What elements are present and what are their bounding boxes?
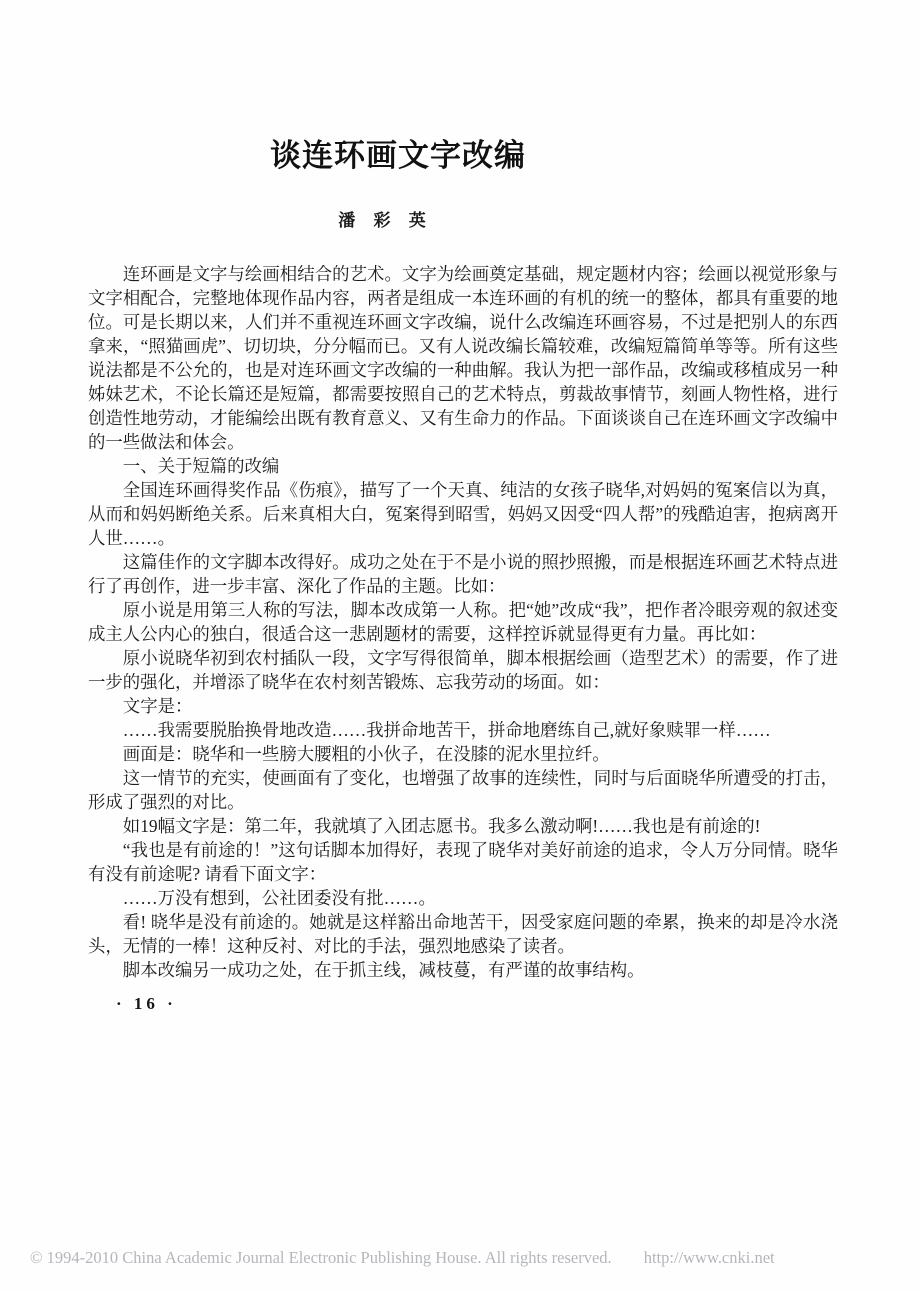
page-number: · 16 ·	[116, 994, 177, 1013]
paragraph-text-quote: ……我需要脱胎换骨地改造……我拼命地苦干，拼命地磨练自己,就好象赎罪一样……	[122, 720, 771, 740]
article-title: 谈连环画文字改编	[270, 138, 526, 173]
paragraph-first-person: 原小说是用第三人称的写法，脚本改成第一人称。把“她”改成“我”，把作者冷眼旁观的叙述变成主人公内心的独白，很适合这一悲剧题材的需要，这样控诉就显得更有力量。再比如：	[88, 600, 838, 644]
paragraph-script-good: 这篇佳作的文字脚本改得好。成功之处在于不是小说的照抄照搬，而是根据连环画艺术特点进行了再创作，进一步丰富、深化了作品的主题。比如：	[88, 552, 838, 596]
paragraph-structure: 脚本改编另一成功之处，在于抓主线，减枝蔓，有严谨的故事结构。	[122, 960, 645, 980]
paragraph-picture-quote: 画面是：晓华和一些膀大腰粗的小伙子，在没膝的泥水里拉纤。	[122, 744, 610, 764]
article-author: 潘 彩 英	[338, 211, 433, 230]
copyright-text: © 1994-2010 China Academic Journal Electronic Publishing House. All rights reserved.	[30, 1248, 612, 1267]
article-content	[88, 0, 838, 1014]
paragraph-rejected-quote: ……万没有想到，公社团委没有批……。	[122, 888, 436, 908]
paragraph-plot-enrich: 这一情节的充实，使画面有了变化，也增强了故事的连续性，同时与后面晓华所遭受的打击，形成了强烈的对比。	[88, 768, 838, 812]
article-body	[88, 262, 838, 982]
section-heading: 一、关于短篇的改编	[122, 456, 280, 476]
paragraph-frame19: 如19幅文字是：第二年，我就填了入团志愿书。我多么激动啊!……我也是有前途的!	[122, 816, 761, 836]
paragraph-intro: 连环画是文字与绘画相结合的艺术。文字为绘画奠定基础，规定题材内容；绘画以视觉形象与文字相配合，完整地体现作品内容，两者是组成一本连环画的有机的统一的整体，都具有重要的地位。可是长期以来，人们并不重视连环画文字改编，说什么改编连环画容易，不过是把别人的东西拿来，“照猫画虎”、切切块，分分幅而已。又有人说改编长篇较难，改编短篇简单等等。所有这些说法都是不公允的，也是对连环画文字改编的一种曲解。我认为把一部作品，改编或移植成另一种姊妹艺术，不论长篇还是短篇，都需要按照自己的艺术特点，剪裁故事情节，刻画人物性格，进行创造性地劳动，才能编绘出既有教育意义、又有生命力的作品。下面谈谈自己在连环画文字改编中的一些做法和体会。	[88, 264, 838, 452]
paragraph-future-hope: “我也是有前途的！”这句话脚本加得好，表现了晓华对美好前途的追求，令人万分同情。晓华有没有前途呢? 请看下面文字：	[88, 840, 838, 884]
cnki-url: http://www.cnki.net	[643, 1248, 775, 1267]
paragraph-contrast: 看! 晓华是没有前途的。她就是这样豁出命地苦干，因受家庭问题的牵累，换来的却是冷水浇头，无情的一棒！这种反衬、对比的手法，强烈地感染了读者。	[88, 912, 838, 956]
watermark-footer	[30, 1248, 900, 1268]
title-row	[88, 138, 838, 174]
paragraph-text-label: 文字是：	[122, 696, 193, 716]
paragraph-shanghen: 全国连环画得奖作品《伤痕》，描写了一个天真、纯洁的女孩子晓华,对妈妈的冤案信以为真，从而和妈妈断绝关系。后来真相大白，冤案得到昭雪，妈妈又因受“四人帮”的残酷迫害，抱病离开人世……。	[88, 480, 838, 548]
author-row	[88, 206, 838, 231]
paragraph-countryside: 原小说晓华初到农村插队一段，文字写得很简单，脚本根据绘画（造型艺术）的需要，作了进一步的强化，并增添了晓华在农村刻苦锻炼、忘我劳动的场面。如：	[88, 648, 838, 692]
